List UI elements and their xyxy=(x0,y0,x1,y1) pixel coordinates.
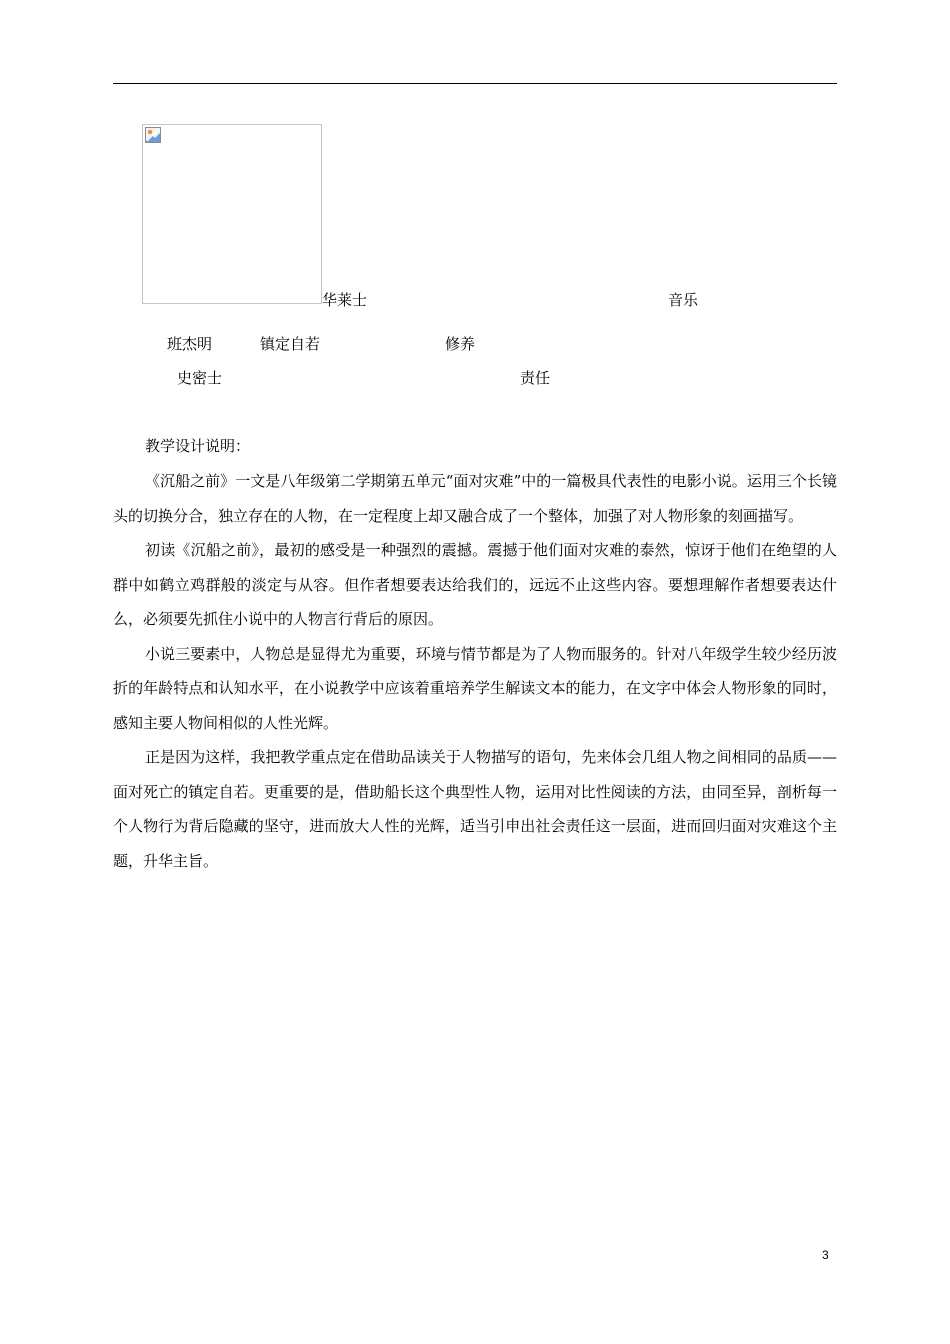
label-music: 音乐 xyxy=(668,291,699,309)
body-text xyxy=(113,464,837,878)
label-composed: 镇定自若 xyxy=(260,335,321,353)
page-number: 3 xyxy=(822,1248,829,1262)
broken-image-icon xyxy=(145,127,161,143)
label-wallace: 华莱士 xyxy=(322,291,368,309)
label-responsibility: 责任 xyxy=(520,369,551,387)
paragraph: 正是因为这样，我把教学重点定在借助品读关于人物描写的语句，先来体会几组人物之间相同的品质——面对死亡的镇定自若。更重要的是，借助船长这个典型性人物，运用对比性阅读的方法，由同至异，剖析每一个人物行为背后隐藏的坚守，进而放大人性的光辉，适当引申出社会责任这一层面，进而回归面对灾难这个主题，升华主旨。 xyxy=(113,748,837,870)
section-heading: 教学设计说明： xyxy=(145,437,251,455)
label-smith: 史密士 xyxy=(177,369,223,387)
paragraph: 初读《沉船之前》，最初的感受是一种强烈的震撼。震撼于他们面对灾难的泰然，惊讶于他们在绝望的人群中如鹤立鸡群般的淡定与从容。但作者想要表达给我们的，远远不止这些内容。要想理解作者想要表达什么，必须要先抓住小说中的人物言行背后的原因。 xyxy=(113,541,837,628)
image-placeholder xyxy=(142,124,322,304)
paragraph: 《沉船之前》一文是八年级第二学期第五单元“面对灾难”中的一篇极具代表性的电影小说。运用三个长镜头的切换分合，独立存在的人物，在一定程度上却又融合成了一个整体，加强了对人物形象的刻画描写。 xyxy=(113,472,837,525)
label-benjamin: 班杰明 xyxy=(167,335,213,353)
header-rule xyxy=(113,83,837,84)
label-cultivation: 修养 xyxy=(445,335,476,353)
paragraph: 小说三要素中，人物总是显得尤为重要，环境与情节都是为了人物而服务的。针对八年级学生较少经历波折的年龄特点和认知水平，在小说教学中应该着重培养学生解读文本的能力，在文字中体会人物形象的同时，感知主要人物间相似的人性光辉。 xyxy=(113,644,837,732)
